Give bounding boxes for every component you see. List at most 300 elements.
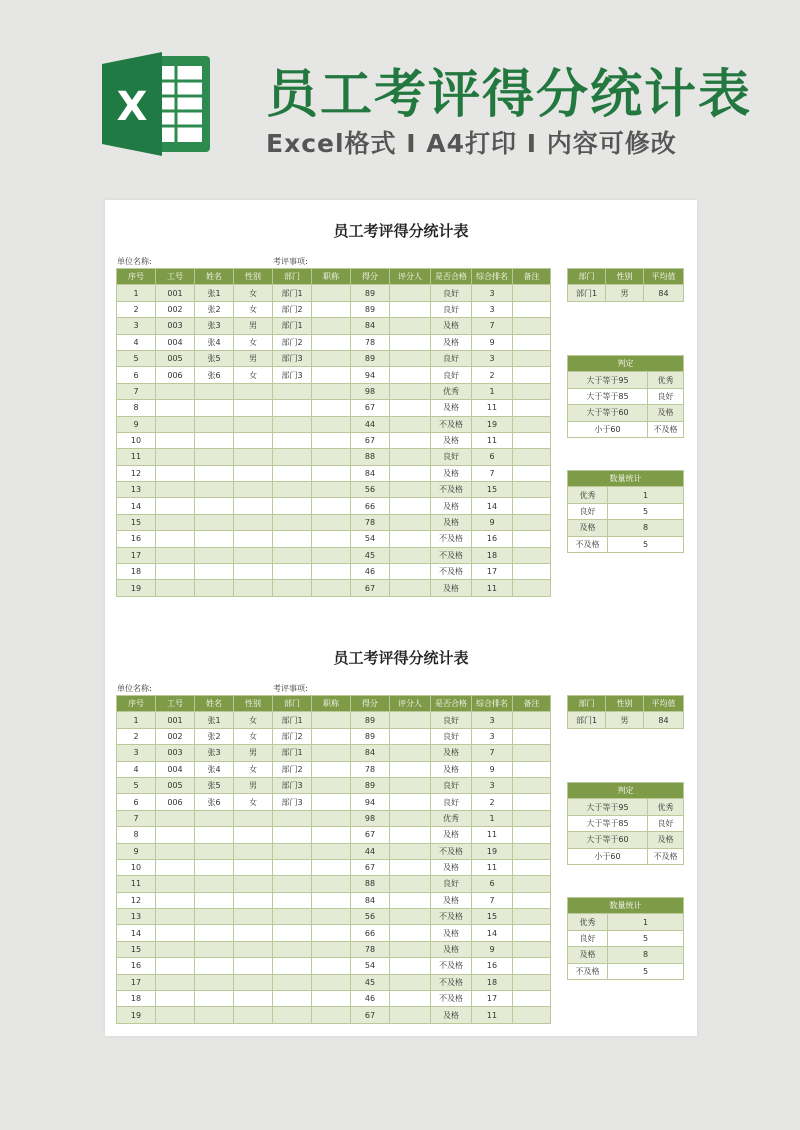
table-cell [195, 547, 234, 563]
table-cell: 14 [117, 925, 156, 941]
table-cell: 张3 [195, 745, 234, 761]
table-cell: 不及格 [431, 531, 472, 547]
table-row [117, 531, 551, 547]
table-row [117, 876, 551, 892]
table-cell [195, 482, 234, 498]
table-cell [390, 580, 431, 596]
table-cell [195, 974, 234, 990]
table-cell: 11 [472, 1007, 513, 1023]
table-cell: 2 [472, 367, 513, 383]
table-cell [312, 580, 351, 596]
table-cell [273, 843, 312, 859]
table-cell [195, 465, 234, 481]
table-row [117, 547, 551, 563]
table-cell: 11 [472, 859, 513, 875]
column-header: 得分 [351, 696, 390, 712]
table-cell: 不及格 [431, 974, 472, 990]
table-row [117, 564, 551, 580]
table-cell [195, 958, 234, 974]
table-cell [390, 827, 431, 843]
table-row [568, 405, 684, 421]
table-cell [513, 318, 551, 334]
table-row [117, 416, 551, 432]
table-cell [390, 728, 431, 744]
table-cell: 男 [234, 777, 273, 793]
table-cell [234, 925, 273, 941]
table-cell: 大于等于95 [568, 799, 648, 815]
table-cell: 及格 [431, 925, 472, 941]
table-row [568, 536, 684, 552]
table-cell [273, 498, 312, 514]
column-header: 备注 [513, 696, 551, 712]
table-cell: 94 [351, 794, 390, 810]
table-cell [195, 514, 234, 530]
table-cell [234, 547, 273, 563]
table-cell [312, 728, 351, 744]
table-cell: 良好 [648, 815, 684, 831]
table-cell: 张6 [195, 367, 234, 383]
table-row [117, 941, 551, 957]
table-row [568, 712, 684, 728]
table-cell: 004 [156, 334, 195, 350]
table-cell: 3 [472, 777, 513, 793]
table-cell [234, 564, 273, 580]
table-cell [390, 285, 431, 301]
table-cell [513, 810, 551, 826]
table-cell [390, 974, 431, 990]
table-cell: 7 [472, 318, 513, 334]
table-cell: 及格 [431, 334, 472, 350]
table-cell: 男 [234, 318, 273, 334]
table-cell [312, 514, 351, 530]
table-cell [312, 794, 351, 810]
table-cell: 94 [351, 367, 390, 383]
table-cell [390, 482, 431, 498]
table-cell: 14 [472, 498, 513, 514]
table-cell [513, 974, 551, 990]
table-cell [273, 810, 312, 826]
table-cell: 大于等于60 [568, 405, 648, 421]
table-cell: 67 [351, 859, 390, 875]
table-cell [156, 876, 195, 892]
table-row [117, 745, 551, 761]
table-cell: 3 [472, 728, 513, 744]
table-cell [312, 810, 351, 826]
table-cell: 不及格 [431, 958, 472, 974]
table-cell [195, 941, 234, 957]
table-cell [312, 285, 351, 301]
table-cell: 67 [351, 1007, 390, 1023]
table-cell: 部门3 [273, 367, 312, 383]
table-cell: 1 [608, 487, 684, 503]
table-cell [234, 400, 273, 416]
table-cell: 9 [472, 761, 513, 777]
eval-item-label: 考评事项: [273, 257, 308, 266]
excel-logo-icon [102, 52, 214, 156]
table-cell: 3 [117, 745, 156, 761]
table-cell [312, 761, 351, 777]
table-cell: 9 [472, 514, 513, 530]
page-title: 员工考评得分统计表 [266, 65, 753, 125]
table-cell [273, 876, 312, 892]
table-cell [273, 827, 312, 843]
column-header: 序号 [117, 696, 156, 712]
column-header: 性别 [234, 696, 273, 712]
grade-criteria-table [567, 782, 684, 865]
table-cell [312, 859, 351, 875]
table-cell: 16 [472, 531, 513, 547]
table-row [568, 520, 684, 536]
table-cell: 67 [351, 580, 390, 596]
table-cell: 88 [351, 449, 390, 465]
sheet-section [105, 627, 697, 1037]
table-cell: 002 [156, 728, 195, 744]
table-row [568, 388, 684, 404]
table-cell: 部门2 [273, 334, 312, 350]
table-row [568, 372, 684, 388]
table-cell [513, 465, 551, 481]
table-row [568, 848, 684, 864]
table-cell [390, 909, 431, 925]
table-cell: 不及格 [431, 564, 472, 580]
table-cell [390, 432, 431, 448]
table-cell [234, 498, 273, 514]
table-cell: 005 [156, 777, 195, 793]
table-cell: 84 [644, 285, 684, 301]
table-cell [513, 876, 551, 892]
table-cell [312, 777, 351, 793]
table-cell [234, 958, 273, 974]
table-cell [312, 334, 351, 350]
table-cell: 及格 [648, 832, 684, 848]
table-cell: 46 [351, 564, 390, 580]
table-cell: 15 [472, 909, 513, 925]
table-cell: 2 [117, 728, 156, 744]
table-row [568, 815, 684, 831]
table-cell: 7 [472, 892, 513, 908]
table-cell [156, 941, 195, 957]
table-cell [390, 350, 431, 366]
table-cell [273, 580, 312, 596]
table-row [117, 400, 551, 416]
column-header: 部门 [568, 696, 606, 712]
table-cell [513, 941, 551, 957]
column-header: 是否合格 [431, 696, 472, 712]
table-cell: 1 [608, 914, 684, 930]
table-cell [234, 876, 273, 892]
table-cell: 张1 [195, 285, 234, 301]
table-cell [156, 449, 195, 465]
table-cell: 张2 [195, 728, 234, 744]
table-cell [195, 843, 234, 859]
table-cell: 18 [117, 564, 156, 580]
table-row [568, 832, 684, 848]
table-cell [273, 1007, 312, 1023]
table-cell [390, 531, 431, 547]
column-header: 是否合格 [431, 269, 472, 285]
table-cell [513, 498, 551, 514]
table-cell: 不及格 [648, 848, 684, 864]
table-cell [273, 564, 312, 580]
column-header: 部门 [568, 269, 606, 285]
table-cell [195, 383, 234, 399]
table-cell [390, 712, 431, 728]
table-cell [273, 859, 312, 875]
table-cell: 男 [234, 745, 273, 761]
eval-item-label: 考评事项: [273, 684, 308, 693]
column-header: 职称 [312, 269, 351, 285]
table-cell: 44 [351, 416, 390, 432]
table-cell [156, 400, 195, 416]
table-cell: 89 [351, 712, 390, 728]
table-cell [312, 400, 351, 416]
table-cell: 女 [234, 301, 273, 317]
table-row [117, 449, 551, 465]
table-cell: 16 [117, 958, 156, 974]
table-cell: 部门1 [568, 285, 606, 301]
table-cell [513, 547, 551, 563]
table-cell: 5 [608, 930, 684, 946]
table-cell [273, 482, 312, 498]
table-row [568, 503, 684, 519]
table-cell: 19 [117, 1007, 156, 1023]
table-cell [234, 991, 273, 1007]
table-cell [234, 383, 273, 399]
table-cell [390, 334, 431, 350]
table-cell [234, 416, 273, 432]
table-cell: 45 [351, 547, 390, 563]
table-cell: 12 [117, 892, 156, 908]
table-cell: 部门1 [273, 712, 312, 728]
spreadsheet-preview [105, 200, 697, 1036]
table-cell: 4 [117, 761, 156, 777]
table-cell [195, 876, 234, 892]
table-cell: 优秀 [648, 799, 684, 815]
table-cell: 部门2 [273, 728, 312, 744]
table-cell: 56 [351, 482, 390, 498]
table-cell: 6 [117, 794, 156, 810]
table-cell: 67 [351, 827, 390, 843]
logo-letter: X [116, 84, 148, 130]
table-cell [312, 564, 351, 580]
column-header: 平均值 [644, 696, 684, 712]
table-cell: 良好 [431, 367, 472, 383]
table-row [117, 974, 551, 990]
table-cell [312, 301, 351, 317]
table-cell [513, 909, 551, 925]
table-cell [156, 925, 195, 941]
table-row [117, 383, 551, 399]
table-cell [390, 564, 431, 580]
table-cell: 女 [234, 367, 273, 383]
table-cell [513, 827, 551, 843]
table-cell [156, 465, 195, 481]
table-cell [195, 909, 234, 925]
table-row [568, 487, 684, 503]
table-cell [513, 482, 551, 498]
table-cell: 张5 [195, 350, 234, 366]
table-cell: 及格 [431, 498, 472, 514]
table-cell [273, 432, 312, 448]
table-cell [156, 580, 195, 596]
table-cell: 部门2 [273, 301, 312, 317]
column-header: 综合排名 [472, 269, 513, 285]
table-cell: 67 [351, 432, 390, 448]
table-cell [273, 465, 312, 481]
sheet-title: 员工考评得分统计表 [333, 222, 469, 240]
table-row [117, 991, 551, 1007]
table-cell: 小于60 [568, 421, 648, 437]
table-cell: 54 [351, 958, 390, 974]
table-cell [273, 449, 312, 465]
table-cell [513, 285, 551, 301]
table-cell: 男 [606, 285, 644, 301]
sheet-title: 员工考评得分统计表 [333, 649, 469, 667]
column-header: 部门 [273, 269, 312, 285]
grade-criteria-table [567, 355, 684, 438]
table-cell [156, 991, 195, 1007]
table-cell [513, 794, 551, 810]
table-cell [390, 318, 431, 334]
table-row [117, 794, 551, 810]
table-cell: 不及格 [431, 991, 472, 1007]
column-header: 序号 [117, 269, 156, 285]
table-cell [195, 827, 234, 843]
table-cell: 7 [472, 745, 513, 761]
table-cell [513, 958, 551, 974]
table-cell [390, 958, 431, 974]
table-cell [390, 941, 431, 957]
table-cell: 部门2 [273, 761, 312, 777]
table-cell: 及格 [568, 947, 608, 963]
table-cell [513, 745, 551, 761]
table-cell [390, 777, 431, 793]
table-row [568, 930, 684, 946]
table-cell [234, 859, 273, 875]
table-cell [234, 810, 273, 826]
table-cell [513, 925, 551, 941]
table-cell: 良好 [431, 285, 472, 301]
table-cell: 6 [117, 367, 156, 383]
table-cell: 14 [117, 498, 156, 514]
table-row [568, 421, 684, 437]
table-cell: 部门1 [568, 712, 606, 728]
table-cell [513, 1007, 551, 1023]
table-cell: 及格 [568, 520, 608, 536]
table-cell [156, 498, 195, 514]
table-cell: 7 [117, 383, 156, 399]
table-cell [513, 350, 551, 366]
table-cell: 15 [117, 941, 156, 957]
table-cell [390, 843, 431, 859]
table-row [117, 958, 551, 974]
table-cell [234, 465, 273, 481]
table-cell: 良好 [568, 503, 608, 519]
table-cell [273, 925, 312, 941]
table-cell: 及格 [431, 580, 472, 596]
table-cell [312, 482, 351, 498]
table-cell [195, 498, 234, 514]
table-cell: 005 [156, 350, 195, 366]
table-row [117, 580, 551, 596]
table-cell [273, 531, 312, 547]
column-header: 得分 [351, 269, 390, 285]
table-row [568, 947, 684, 963]
table-cell: 及格 [431, 859, 472, 875]
table-row [117, 465, 551, 481]
grade-count-table [567, 470, 684, 553]
table-cell: 5 [117, 350, 156, 366]
table-cell: 006 [156, 367, 195, 383]
table-cell: 1 [117, 285, 156, 301]
table-cell [195, 531, 234, 547]
table-cell: 19 [472, 416, 513, 432]
table-cell [390, 991, 431, 1007]
table-row [117, 285, 551, 301]
table-cell: 19 [117, 580, 156, 596]
table-cell: 不及格 [431, 843, 472, 859]
table-cell [513, 991, 551, 1007]
table-cell: 5 [608, 536, 684, 552]
table-cell: 84 [351, 318, 390, 334]
table-cell: 优秀 [431, 383, 472, 399]
table-cell [156, 974, 195, 990]
table-cell [390, 810, 431, 826]
column-header: 姓名 [195, 696, 234, 712]
table-cell [156, 564, 195, 580]
table-cell: 18 [472, 547, 513, 563]
table-cell [273, 941, 312, 957]
table-cell [312, 465, 351, 481]
table-cell: 良好 [568, 930, 608, 946]
table-cell [513, 367, 551, 383]
table-cell: 11 [472, 580, 513, 596]
table-cell [312, 1007, 351, 1023]
table-cell: 9 [117, 416, 156, 432]
column-header: 评分人 [390, 269, 431, 285]
table-cell [156, 547, 195, 563]
table-cell [195, 432, 234, 448]
table-title: 判定 [568, 783, 684, 799]
table-cell: 不及格 [648, 421, 684, 437]
table-cell: 张1 [195, 712, 234, 728]
table-row [117, 432, 551, 448]
table-cell [195, 810, 234, 826]
table-cell: 78 [351, 334, 390, 350]
table-row [117, 909, 551, 925]
table-cell: 10 [117, 432, 156, 448]
table-cell [513, 892, 551, 908]
table-cell [513, 859, 551, 875]
table-row [117, 728, 551, 744]
table-cell: 17 [117, 974, 156, 990]
table-row [117, 777, 551, 793]
table-cell [156, 827, 195, 843]
table-row [117, 827, 551, 843]
table-cell [390, 925, 431, 941]
table-cell: 002 [156, 301, 195, 317]
table-cell [513, 514, 551, 530]
table-row [117, 712, 551, 728]
table-cell: 8 [117, 827, 156, 843]
table-cell [273, 400, 312, 416]
table-cell: 优秀 [648, 372, 684, 388]
table-cell [513, 531, 551, 547]
table-cell [234, 941, 273, 957]
column-header: 工号 [156, 696, 195, 712]
table-cell: 16 [117, 531, 156, 547]
table-row [568, 799, 684, 815]
